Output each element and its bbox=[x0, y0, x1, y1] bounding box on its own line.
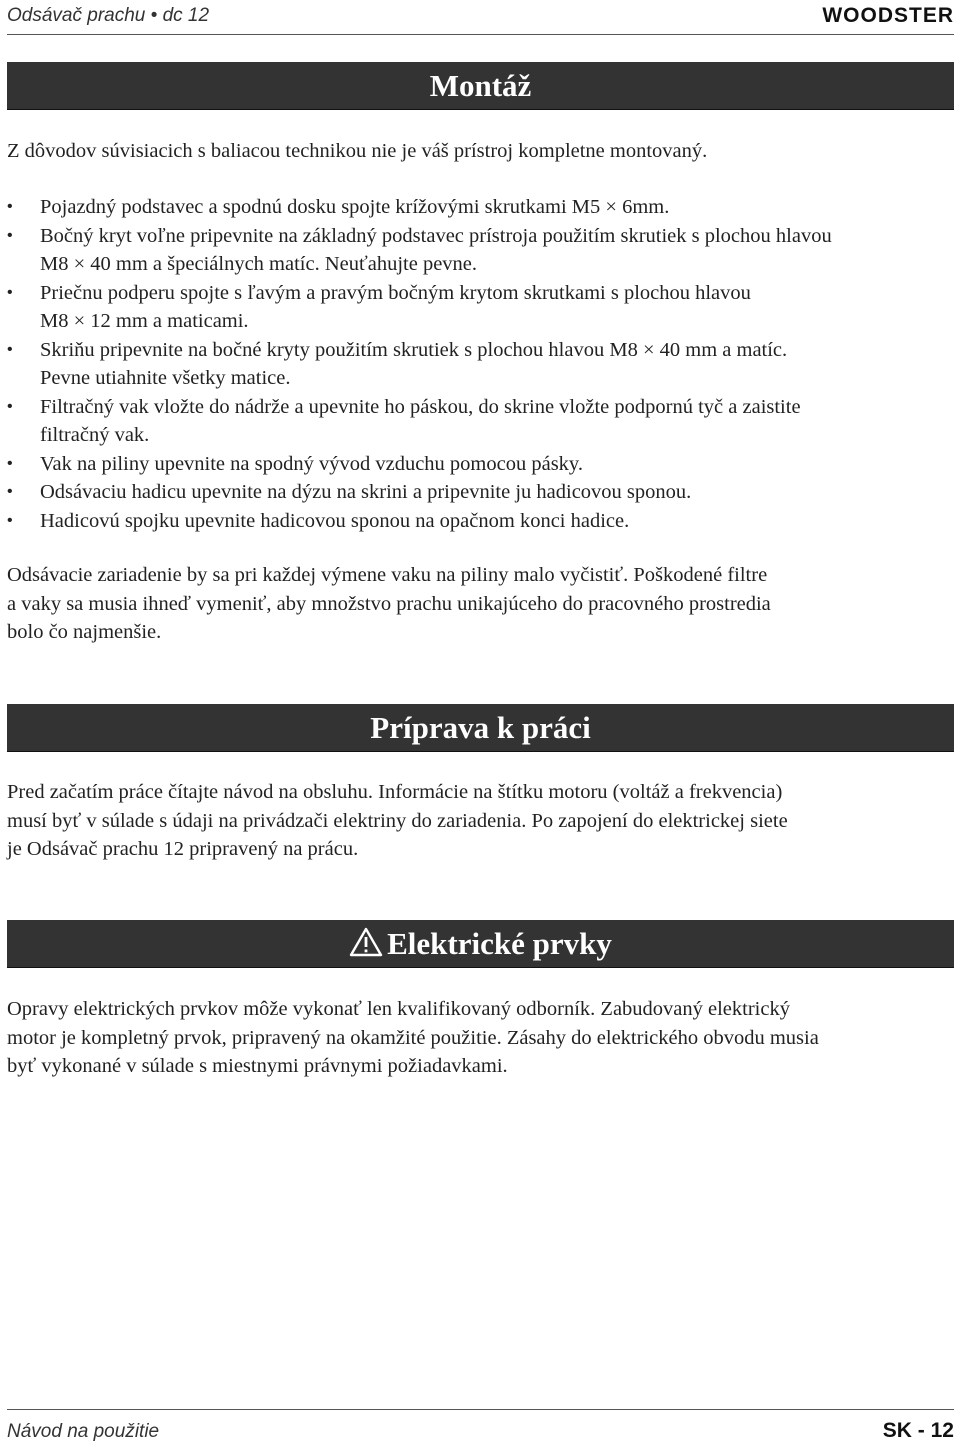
section-heading-montaz bbox=[7, 62, 954, 110]
bullet-icon: • bbox=[7, 454, 13, 472]
page-number: SK - 12 bbox=[882, 1419, 954, 1442]
list-item-line: filtračný vak. bbox=[40, 424, 150, 446]
page-header bbox=[7, 0, 954, 35]
list-item-line: Skriňu pripevnite na bočné kryty použitím skrutiek s plochou hlavou M8 × 40 mm a matíc. bbox=[40, 338, 788, 361]
paragraph-line: a vaky sa musia ihneď vymeniť, aby množstvo prachu unikajúceho do pracovného prostredia bbox=[7, 592, 771, 615]
paragraph-line: je Odsávač prachu 12 pripravený na prácu. bbox=[7, 838, 359, 860]
paragraph-line: Opravy elektrických prvkov môže vykonať len kvalifikovaný odborník. Zabudovaný elektrický bbox=[7, 998, 790, 1020]
list-item-line: Hadicovú spojku upevnite hadicovou sponou na opačnom konci hadice. bbox=[40, 509, 630, 532]
paragraph-line: musí byť v súlade s údaji na privádzači elektriny do zariadenia. Po zapojení do elektrickej siete bbox=[7, 809, 788, 832]
priprava-paragraph bbox=[7, 778, 953, 864]
list-item bbox=[7, 336, 953, 393]
list-item bbox=[7, 279, 953, 336]
page-footer bbox=[7, 1409, 954, 1445]
section-heading-elektricke bbox=[7, 920, 954, 968]
list-item-line: Vak na piliny upevnite na spodný vývod vzduchu pomocou pásky. bbox=[40, 452, 583, 475]
section-heading-priprava bbox=[7, 704, 954, 752]
section-title-priprava: Príprava k práci bbox=[370, 710, 591, 745]
list-item-line: Priečnu podperu spojte s ľavým a pravým bočným krytom skrutkami s plochou hlavou bbox=[40, 281, 751, 304]
list-item-line: Filtračný vak vložte do nádrže a upevnite ho páskou, do skrine vložte podpornú tyč a zaistite bbox=[40, 395, 801, 418]
montaz-intro: Z dôvodov súvisiacich s baliacou technikou nie je váš prístroj kompletne montovaný. bbox=[7, 140, 708, 162]
section-title-montaz: Montáž bbox=[429, 68, 532, 103]
header-title: Odsávač prachu • dc 12 bbox=[7, 5, 210, 26]
paragraph-line: Odsávacie zariadenie by sa pri každej výmene vaku na piliny malo vyčistiť. Poškodené filtre bbox=[7, 564, 768, 586]
bullet-icon: • bbox=[7, 511, 13, 529]
list-item-line: Pevne utiahnite všetky matice. bbox=[40, 367, 291, 389]
paragraph-line: bolo čo najmenšie. bbox=[7, 621, 162, 643]
list-item-line: M8 × 12 mm a maticami. bbox=[40, 310, 249, 332]
list-item-line: Odsávaciu hadicu upevnite na dýzu na skrini a pripevnite ju hadicovou sponou. bbox=[40, 481, 692, 503]
montaz-steps-list bbox=[7, 193, 953, 535]
bullet-icon: • bbox=[7, 340, 13, 358]
list-item-line: M8 × 40 mm a špeciálnych matíc. Neuťahujte pevne. bbox=[40, 253, 478, 275]
bullet-icon: • bbox=[7, 198, 13, 215]
brand-name: WOODSTER bbox=[822, 4, 954, 27]
warning-triangle-icon bbox=[349, 923, 383, 970]
elektricke-paragraph bbox=[7, 995, 953, 1081]
list-item bbox=[7, 222, 953, 279]
paragraph-line: Pred začatím práce čítajte návod na obsluhu. Informácie na štítku motoru (voltáž a frekvencia) bbox=[7, 781, 783, 803]
footer-document-title: Návod na použitie bbox=[7, 1421, 160, 1442]
paragraph-line: motor je kompletný prvok, pripravený na okamžité použitie. Zásahy do elektrického obvodu musia bbox=[7, 1026, 819, 1049]
list-item bbox=[7, 450, 953, 479]
bullet-icon: • bbox=[7, 483, 13, 500]
montaz-closing-paragraph bbox=[7, 561, 953, 647]
paragraph-line: byť vykonané v súlade s miestnymi právnymi požiadavkami. bbox=[7, 1055, 508, 1077]
section-title-elektricke: Elektrické prvky bbox=[387, 926, 612, 961]
list-item bbox=[7, 478, 953, 507]
bullet-icon: • bbox=[7, 226, 13, 244]
list-item bbox=[7, 507, 953, 536]
bullet-icon: • bbox=[7, 397, 13, 415]
list-item bbox=[7, 193, 953, 222]
list-item-line: Bočný kryt voľne pripevnite na základný podstavec prístroja použitím skrutiek s plochou hlavou bbox=[40, 224, 832, 247]
list-item-line: Pojazdný podstavec a spodnú dosku spojte krížovými skrutkami M5 × 6mm. bbox=[40, 196, 670, 218]
bullet-icon: • bbox=[7, 283, 13, 301]
list-item bbox=[7, 393, 953, 450]
